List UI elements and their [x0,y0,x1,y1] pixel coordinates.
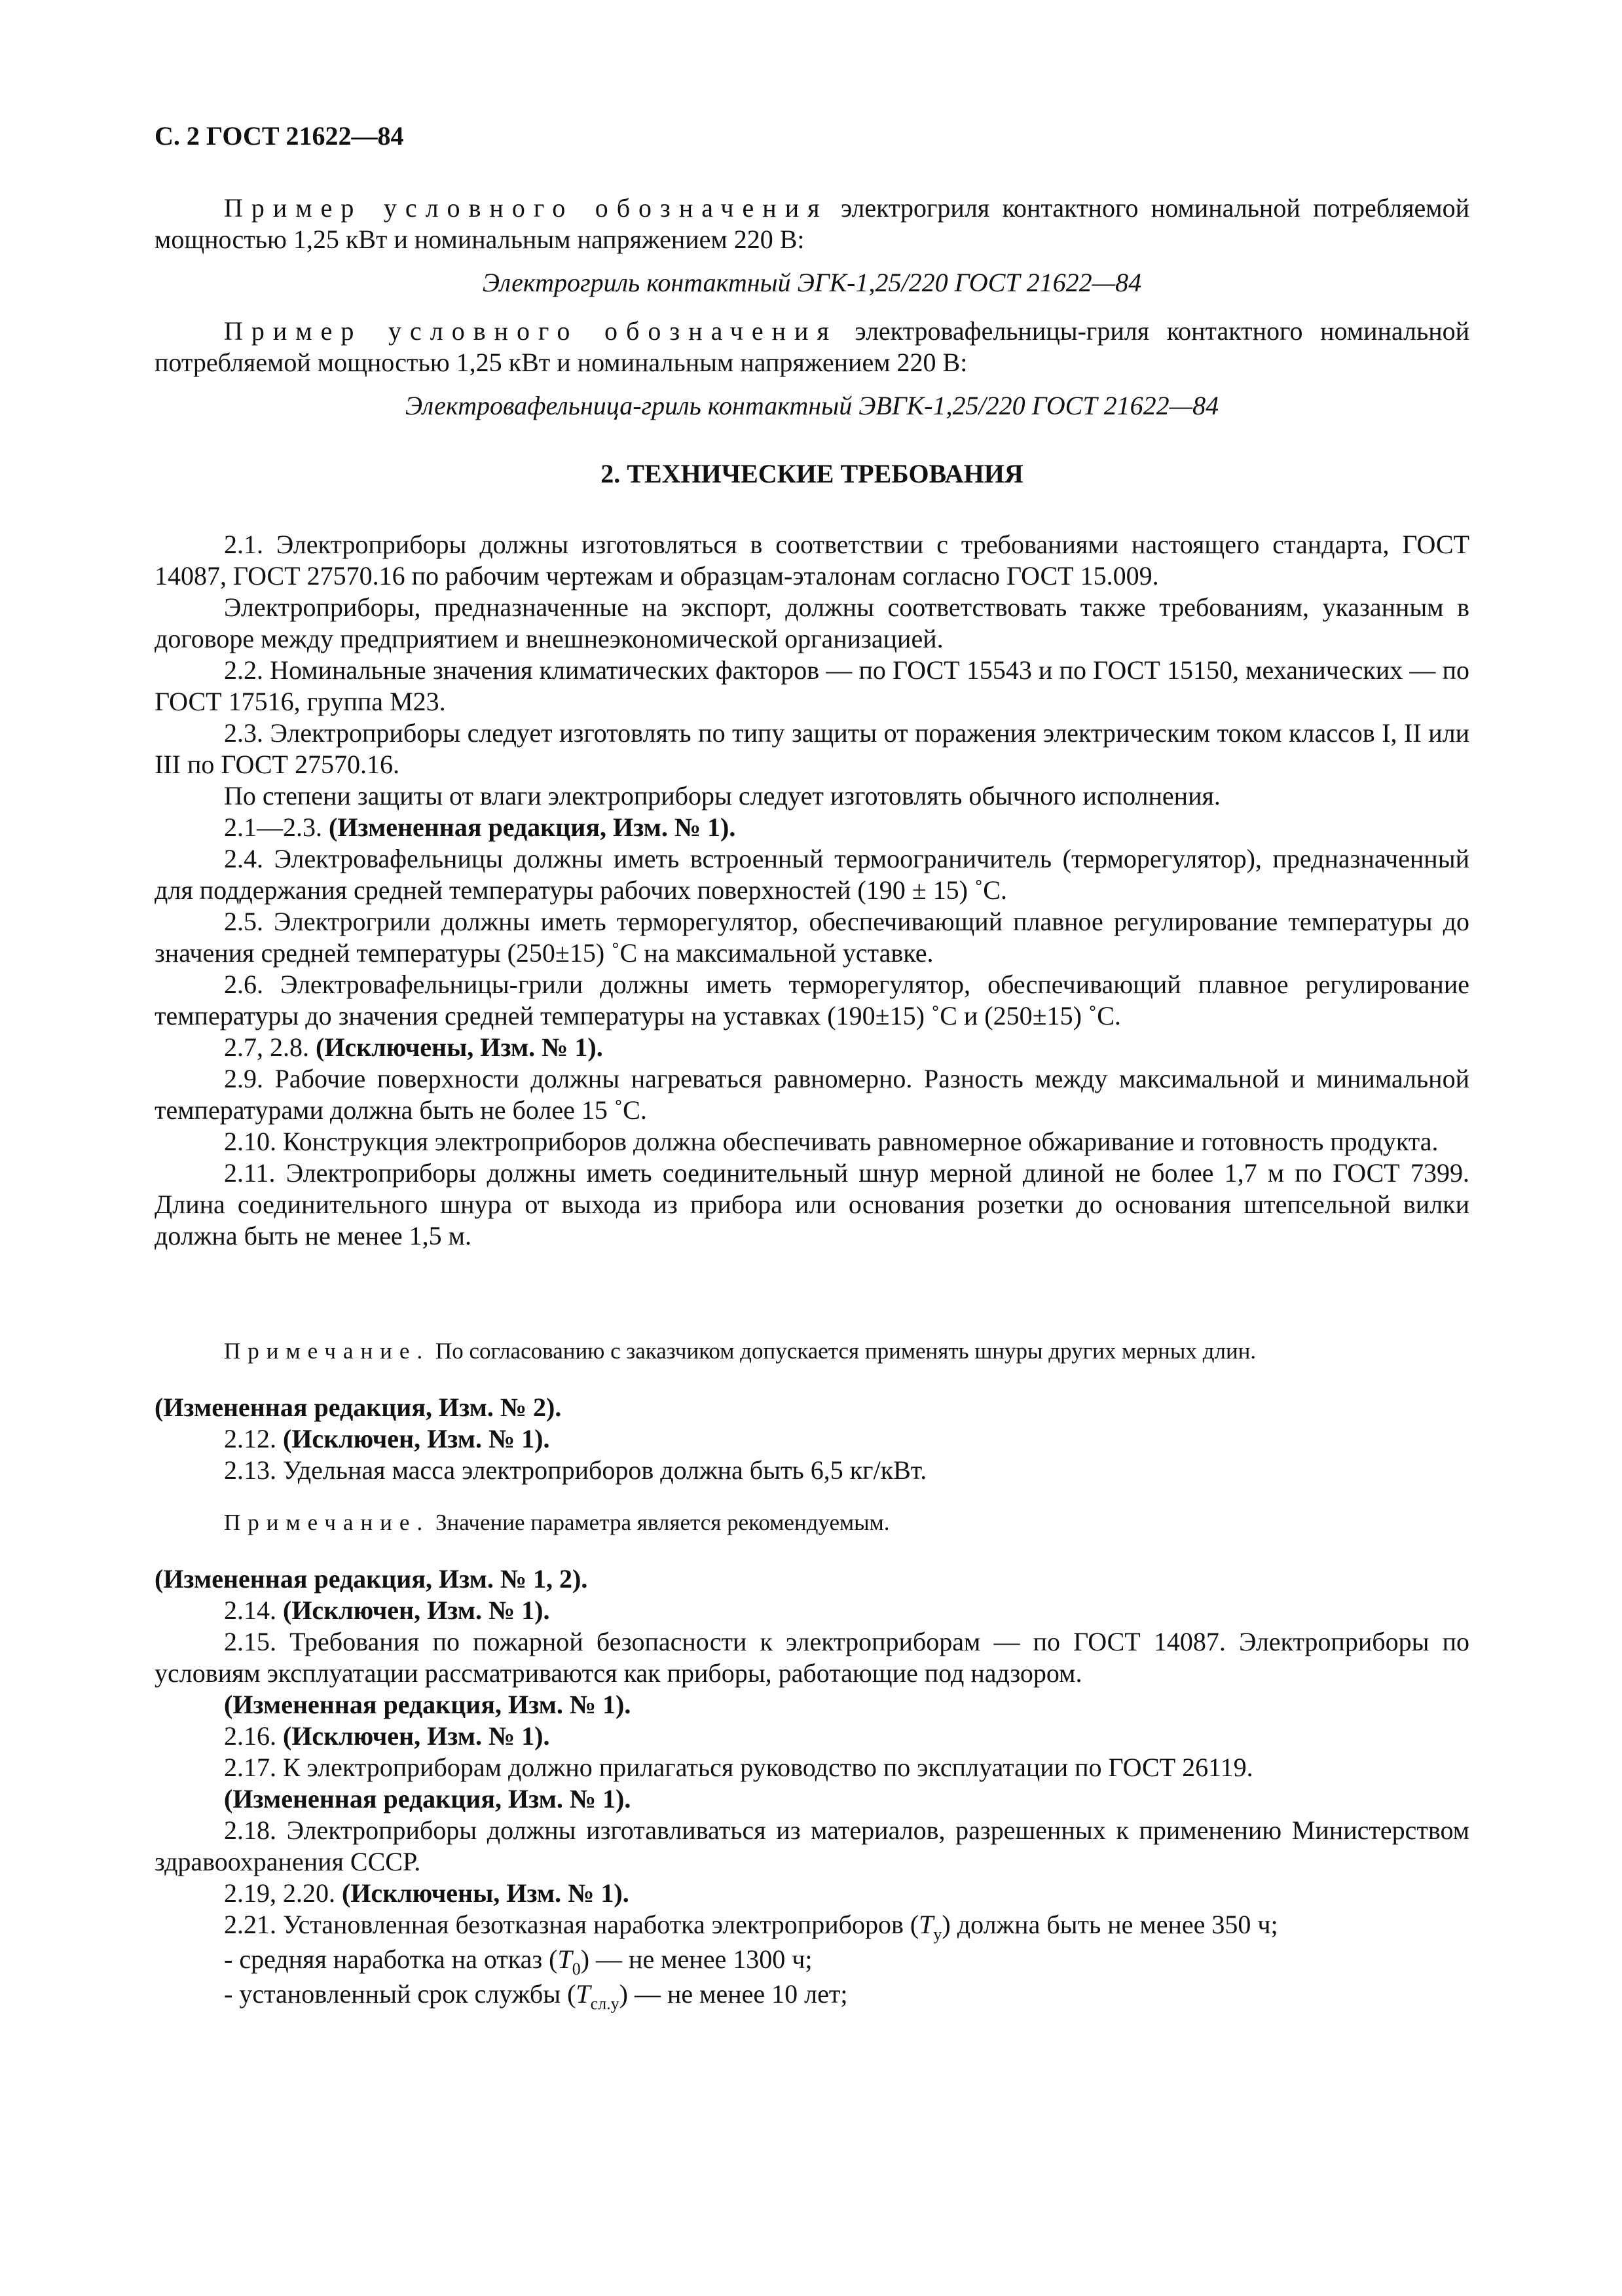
note-1: Примечание. По согласованию с заказчиком допускается применять шнуры других мерных длин. [224,1338,1257,1364]
clause-2-5: 2.5. Электрогрили должны иметь терморегулятор, обеспечивающий плавное регулирование температуры до значения средней температуры (250±15) ˚С на максимальной уставке. [155,907,1469,968]
clause-2-19-2-20: 2.19, 2.20. (Исключены, Изм. № 1). [224,1878,629,1908]
clause-2-3: 2.3. Электроприборы следует изготовлять по типу защиты от поражения электрическим током классов I, II или III по ГОСТ 27570.16. [155,718,1469,779]
clause-2-10: 2.10. Конструкция электроприборов должна обеспечивать равномерное обжаривание и готовность продукта. [224,1127,1439,1156]
requirements-list [155,529,1469,1252]
example-1 [155,192,1469,299]
clause-2-18: 2.18. Электроприборы должны изготавливаться из материалов, разрешенных к применению Министерством здравоохранения СССР. [155,1815,1469,1876]
clause-2-9: 2.9. Рабочие поверхности должны нагреваться равномерно. Разность между максимальной и минимальной температурами должна быть не более 15 ˚С. [155,1064,1469,1125]
clause-2-1-export: Электроприборы, предназначенные на экспорт, должны соответствовать также требованиям, указанным в договоре между предприятием и внешнеэкономической организацией. [155,592,1469,653]
amendment-1-a: (Измененная редакция, Изм. № 1). [224,1690,631,1719]
clause-2-11: 2.11. Электроприборы должны иметь соединительный шнур мерной длиной не более 1,7 м по ГОСТ 7399. Длина соединительного шнура от выхода из прибора или основания розетки до основания штепсельной вилки должна быть не менее 1,5 м. [155,1158,1469,1250]
clause-2-21: 2.21. Установленная безотказная наработка электроприборов $(T_у)$ должна быть не менее 350 ч; [224,1910,1278,1944]
example-1-designation: Электрогриль контактный ЭГК-1,25/220 ГОСТ 21622—84 [482,268,1142,297]
example-2-designation: Электровафельница-гриль контактный ЭВГК-1,25/220 ГОСТ 21622—84 [405,391,1219,420]
clause-2-4: 2.4. Электровафельницы должны иметь встроенный термоограничитель (терморегулятор), предназначенный для поддержания средней температуры рабочих поверхностей (190 ± 15) ˚С. [155,844,1469,905]
clause-2-6: 2.6. Электровафельницы-грили должны иметь терморегулятор, обеспечивающий плавное регулирование температуры до значения средней температуры на уставках (190±15) ˚С и (250±15) ˚С. [155,970,1469,1030]
example-1-text: Пример условного обозначения электрогриля контактного номинальной потребляемой мощностью 1,25 кВт и номинальным напряжением 220 В: [155,193,1470,254]
clause-2-15: 2.15. Требования по пожарной безопасности к электроприборам — по ГОСТ 14087. Электроприборы по условиям эксплуатации рассматриваются как приборы, работающие под надзором. [155,1627,1469,1688]
clause-2-17: 2.17. К электроприборам должно прилагаться руководство по эксплуатации по ГОСТ 26119. [224,1753,1253,1782]
example-2 [155,316,1469,422]
clause-2-1: 2.1. Электроприборы должны изготовляться в соответствии с требованиями настоящего стандарта, ГОСТ 14087, ГОСТ 27570.16 по рабочим чертежам и образцам-эталонам согласно ГОСТ 15.009. [155,530,1469,591]
amendment-1-b: (Измененная редакция, Изм. № 1). [224,1784,631,1813]
page-header: С. 2 ГОСТ 21622—84 [155,121,404,151]
clause-2-2: 2.2. Номинальные значения климатических факторов — по ГОСТ 15543 и по ГОСТ 15150, механических — по ГОСТ 17516, группа М23. [155,655,1469,716]
note-2: Примечание. Значение параметра является рекомендуемым. [224,1510,890,1535]
amendment-1-2: (Измененная редакция, Изм. № 1, 2). [155,1564,588,1594]
section-title: 2. ТЕХНИЧЕСКИЕ ТРЕБОВАНИЯ [600,459,1023,488]
clause-2-21-mean-time: - средняя наработка на отказ $(T_0)$ — не менее 1300 ч; [224,1944,813,1978]
clause-2-16: 2.16. (Исключен, Изм. № 1). [224,1721,550,1751]
clause-2-14: 2.14. (Исключен, Изм. № 1). [224,1595,550,1625]
clause-2-1-2-3-amendment: 2.1—2.3. (Измененная редакция, Изм. № 1). [224,812,736,842]
clause-2-7-2-8: 2.7, 2.8. (Исключены, Изм. № 1). [224,1032,603,1062]
example-2-text: Пример условного обозначения электровафельницы-гриля контактного номинальной потребляемой мощностью 1,25 кВт и номинальным напряжением 220 В: [155,316,1470,377]
clause-2-12: 2.12. (Исключен, Изм. № 1). [224,1424,550,1453]
clause-2-21-service-life: - установленный срок службы $(T_{сл.у})$ — не менее 10 лет; [224,1979,848,2013]
amendment-2: (Измененная редакция, Изм. № 2). [155,1393,562,1422]
clause-2-3-moisture: По степени защиты от влаги электроприборы следует изготовлять обычного исполнения. [224,781,1221,811]
clause-2-13: 2.13. Удельная масса электроприборов должна быть 6,5 кг/кВт. [224,1455,927,1485]
